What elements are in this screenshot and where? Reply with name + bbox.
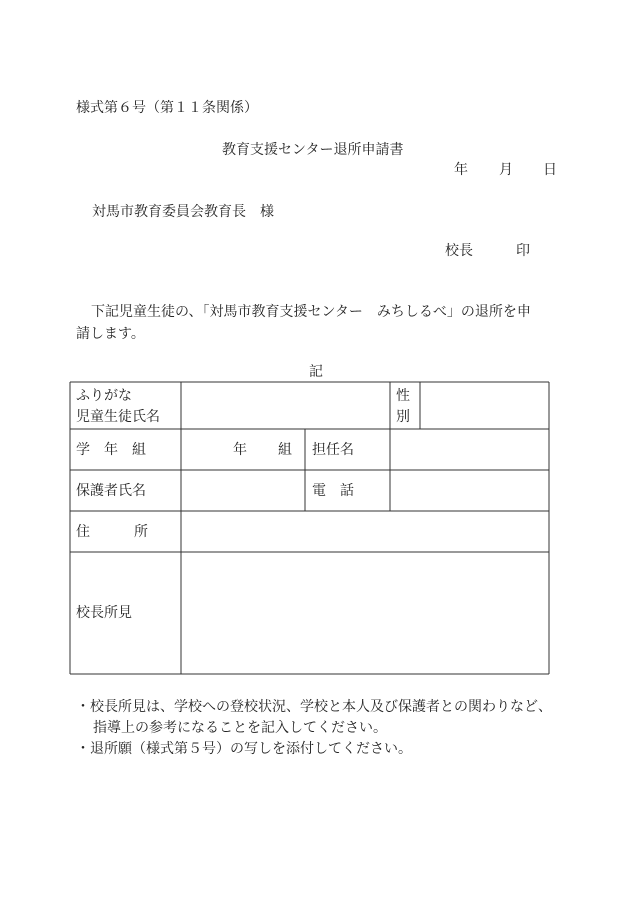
request-text-line-1: 下記児童生徒の、「対馬市教育支援センター みちしるべ」の退所を申 xyxy=(91,304,531,320)
grade-suffix: 年 xyxy=(233,442,247,458)
principal-opinion-field[interactable] xyxy=(182,553,548,673)
note-principal-opinion: ・校長所見は、学校への登校状況、学校と本人及び保護者との関わりなど、 xyxy=(76,699,552,715)
student-name-label: 児童生徒氏名 xyxy=(76,409,160,425)
form-number: 様式第６号（第１１条関係） xyxy=(76,100,258,116)
principal-opinion-label: 校長所見 xyxy=(76,605,132,621)
date-day-label: 日 xyxy=(543,162,557,178)
address-label-2: 所 xyxy=(134,524,148,540)
student-name-field[interactable] xyxy=(182,383,389,428)
homeroom-teacher-label: 担任名 xyxy=(312,442,354,458)
grade-class-label: 学 年 組 xyxy=(76,442,146,458)
date-month-label: 月 xyxy=(499,162,513,178)
ki-label: 記 xyxy=(309,364,323,380)
phone-label: 電 話 xyxy=(312,483,354,499)
seal-label: 印 xyxy=(516,243,530,259)
guardian-name-field[interactable] xyxy=(182,471,304,510)
gender-label-1: 性 xyxy=(396,388,410,404)
furigana-label: ふりがな xyxy=(76,388,132,404)
note-attach-withdrawal-form: ・退所願（様式第５号）の写しを添付してください。 xyxy=(76,741,412,757)
gender-label-2: 別 xyxy=(396,409,410,425)
date-year-label: 年 xyxy=(454,162,468,178)
addressee: 対馬市教育委員会教育長 様 xyxy=(92,204,274,220)
address-label-1: 住 xyxy=(76,524,90,540)
address-field[interactable] xyxy=(182,512,548,551)
class-suffix: 組 xyxy=(278,442,292,458)
note-principal-opinion-continued: 指導上の参考になることを記入してください。 xyxy=(93,720,387,736)
phone-field[interactable] xyxy=(391,471,548,510)
principal-label: 校長 xyxy=(445,243,473,259)
request-text-line-2: 請します。 xyxy=(76,326,145,342)
homeroom-teacher-field[interactable] xyxy=(391,430,548,469)
guardian-name-label: 保護者氏名 xyxy=(76,483,146,499)
document-title: 教育支援センター退所申請書 xyxy=(222,142,404,158)
gender-field[interactable] xyxy=(421,383,548,428)
